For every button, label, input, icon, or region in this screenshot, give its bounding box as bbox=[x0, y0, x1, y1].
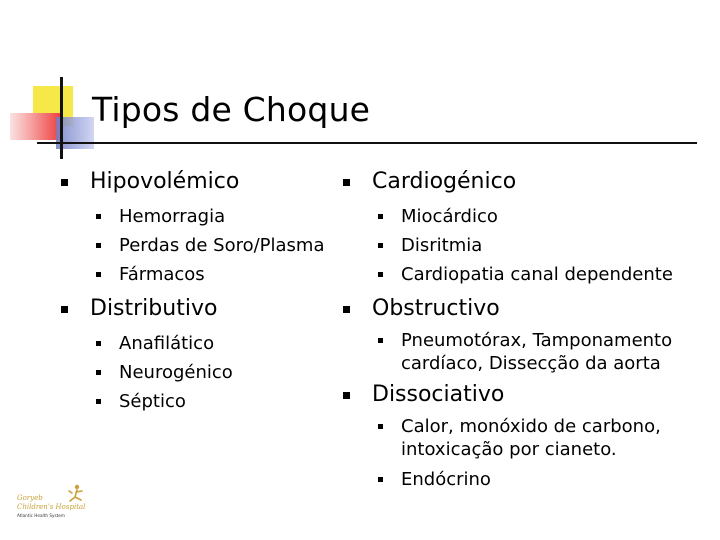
item-text: Perdas de Soro/Plasma bbox=[119, 235, 325, 256]
item-text: Disritmia bbox=[401, 235, 483, 256]
bullet-item bbox=[58, 231, 348, 260]
square-bullet-icon bbox=[61, 306, 68, 313]
logo-line3: Atlantic Health System bbox=[17, 513, 65, 518]
right-column bbox=[340, 168, 700, 500]
bullet-item bbox=[340, 231, 681, 260]
decor-vertical-line bbox=[60, 77, 63, 159]
hospital-logo bbox=[15, 483, 95, 521]
bullet-item bbox=[340, 329, 681, 375]
bullet-item bbox=[340, 260, 681, 289]
square-bullet-icon bbox=[378, 477, 383, 482]
shock-type-obstructivo bbox=[340, 295, 700, 375]
square-bullet-icon bbox=[378, 214, 383, 219]
square-bullet-icon bbox=[96, 272, 101, 277]
bullet-item bbox=[58, 329, 348, 358]
logo-line1: Goryeb bbox=[17, 494, 43, 502]
square-bullet-icon bbox=[378, 272, 383, 277]
square-bullet-icon bbox=[96, 341, 101, 346]
square-bullet-icon bbox=[96, 370, 101, 375]
bullet-heading bbox=[58, 295, 348, 323]
title-underline bbox=[37, 142, 697, 144]
logo-line2: Children's Hospital bbox=[17, 503, 86, 511]
item-text: Fármacos bbox=[119, 264, 205, 285]
square-bullet-icon bbox=[61, 179, 68, 186]
bullet-item bbox=[58, 358, 348, 387]
hospital-logo-icon bbox=[15, 483, 95, 521]
bullet-item bbox=[340, 465, 681, 494]
heading-text: Hipovolémico bbox=[90, 169, 240, 194]
heading-text: Distributivo bbox=[90, 296, 218, 321]
bullet-heading bbox=[340, 168, 700, 196]
left-column bbox=[58, 168, 348, 422]
item-text: Endócrino bbox=[401, 469, 491, 490]
slide-title: Tipos de Choque bbox=[92, 90, 371, 129]
item-text: Miocárdico bbox=[401, 206, 498, 227]
bullet-item bbox=[58, 387, 348, 416]
square-bullet-icon bbox=[378, 338, 383, 343]
bullet-item bbox=[340, 202, 681, 231]
square-bullet-icon bbox=[96, 243, 101, 248]
item-text: Pneumotórax, Tamponamento cardíaco, Dissecção da aorta bbox=[401, 330, 673, 374]
shock-type-hipovolemico bbox=[58, 168, 348, 289]
item-text: Anafilático bbox=[119, 333, 215, 354]
bullet-item bbox=[58, 202, 348, 231]
heading-text: Dissociativo bbox=[372, 382, 505, 407]
bullet-item bbox=[58, 260, 348, 289]
item-text: Hemorragia bbox=[119, 206, 226, 227]
item-text: Séptico bbox=[119, 391, 186, 412]
item-text: Calor, monóxido de carbono, intoxicação por cianeto. bbox=[401, 416, 661, 460]
heading-text: Obstructivo bbox=[372, 296, 500, 321]
shock-type-dissociativo bbox=[340, 381, 700, 494]
bullet-heading bbox=[58, 168, 348, 196]
square-bullet-icon bbox=[343, 392, 350, 399]
square-bullet-icon bbox=[96, 399, 101, 404]
bullet-heading bbox=[340, 381, 700, 409]
shock-type-cardiogenico bbox=[340, 168, 700, 289]
shock-type-distributivo bbox=[58, 295, 348, 416]
item-text: Neurogénico bbox=[119, 362, 233, 383]
item-text: Cardiopatia canal dependente bbox=[401, 264, 673, 285]
bullet-heading bbox=[340, 295, 700, 323]
square-bullet-icon bbox=[96, 214, 101, 219]
decor-red-gradient bbox=[10, 113, 62, 140]
square-bullet-icon bbox=[378, 243, 383, 248]
square-bullet-icon bbox=[378, 424, 383, 429]
square-bullet-icon bbox=[343, 179, 350, 186]
bullet-item bbox=[340, 415, 681, 461]
square-bullet-icon bbox=[343, 306, 350, 313]
heading-text: Cardiogénico bbox=[372, 169, 517, 194]
